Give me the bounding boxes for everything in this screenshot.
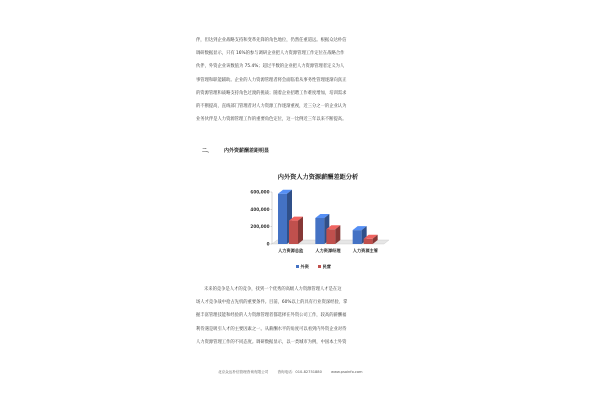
y-tick-label: 600,000 [250,189,270,195]
footer-website[interactable]: www.psoinfo.com [331,370,363,374]
section-number: 二、 [202,148,213,154]
text-line: 场人才竞争战中抢占先机的重要条件。目前，60%以上的具有行业资深经验、掌 [196,300,348,306]
text-line: 的资源管理和战略支持角色过渡的挑战；随着企业招聘工作难度增加，培训需求 [196,90,347,96]
x-category-label: 人力资源经理 [315,248,341,253]
salary-chart [244,172,392,276]
chart-title: 内外资人力资源薪酬差距分析 [277,174,359,181]
bar-foreign [278,194,287,244]
bar-private [289,221,298,244]
text-line: 调研数据显示，只有 16%的参与调研企业把人力资源管理工作定位在战略合作 [196,51,345,57]
y-tick-label: 0 [266,241,270,247]
footer-phone: 咨询电话：010-82751880 [277,370,322,374]
paragraph-intro [196,34,406,126]
section-heading [202,147,269,154]
legend-swatch [296,265,299,268]
legend-label: 民营 [322,264,331,269]
text-line: 握丰富管理技能和经验的人力资源管理者都选择在外资公司工作，较高的薪酬福 [196,313,347,319]
text-line: 业务伙伴是人力资源管理工作的重要角色定位，这一比例近三年以来不断提高。 [196,117,347,123]
y-tick-label: 400,000 [250,206,270,212]
page-footer [218,370,371,375]
x-category-label: 人力资源总监 [278,248,304,253]
text-line: 利待遇是吸引人才的主要因素之一。从薪酬水平的角度可以看到内外资企业对待 [196,326,347,332]
section-title: 内外资薪酬差距明显 [224,148,270,154]
legend-label: 外资 [300,264,309,269]
text-line: 的不断提高，直线部门管理者对人力资源工作逐渐重视，近三分之一的企业认为 [196,104,347,110]
text-line: 伙伴，外资企业该数值为 75.4%；超过半数的企业把人力资源管理者定义为人 [196,64,345,70]
chart-canvas [244,172,392,276]
bar-private [364,239,373,244]
bar-foreign [315,218,324,244]
text-line: 事管理和职能辅助。企业的人力资源管理者将会面临着从事务性管理逐渐向真正 [196,77,347,83]
paragraph-competition [196,283,406,349]
footer-company: 北京众达朴信管理咨询有限公司 [218,370,269,374]
y-tick-label: 200,000 [250,224,270,230]
text-line: 未来的竞争是人才的竞争，找到一个优秀的高级人力资源管理人才是在这 [204,287,342,292]
x-category-label: 人力资源主管 [352,248,378,253]
legend-swatch [318,265,321,268]
bar-private [326,229,335,244]
bar-side-face [298,217,303,244]
text-line: 伴，但达到企业战略支持和变革先锋的角色地位，仍然任重道远。根据众达朴信 [196,38,347,43]
document-page [196,0,406,400]
text-line: 人力资源管理工作的不同态度。调研数据显示，以一类城市为例，中国本土外资 [196,339,347,345]
bar-foreign [353,230,362,244]
